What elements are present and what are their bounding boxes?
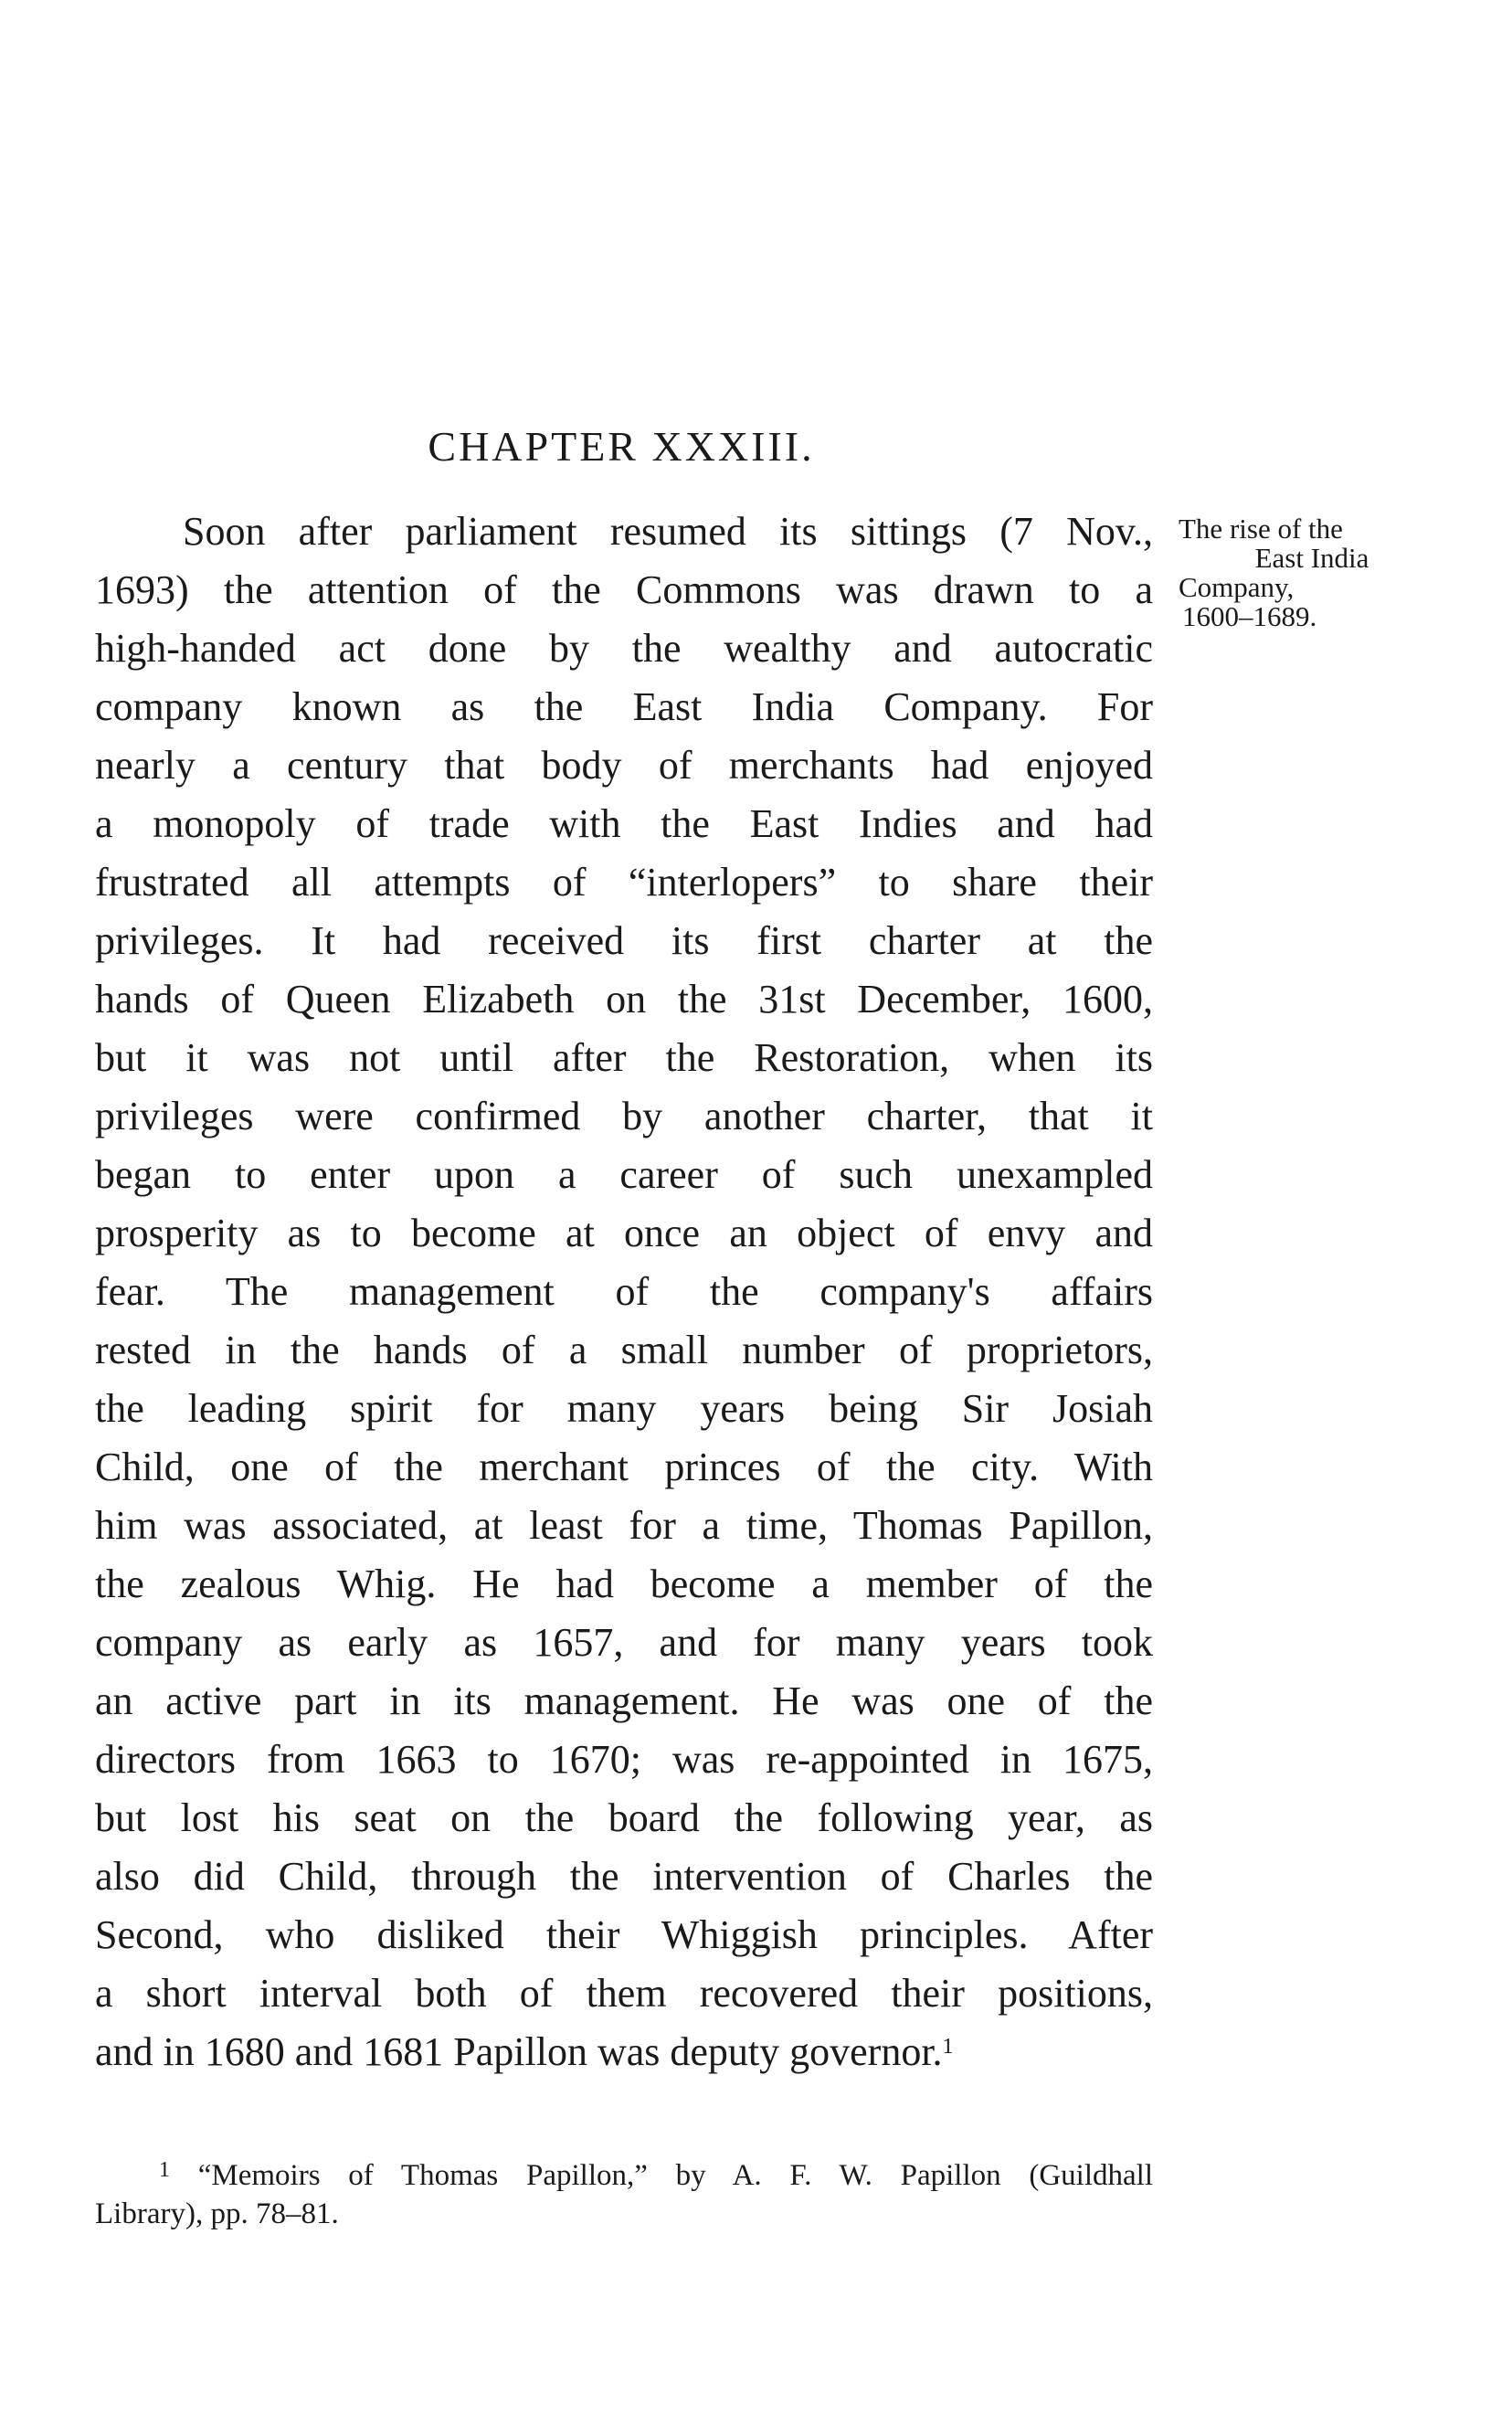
text-line: Child, one of the merchant princes of the city. With: [95, 1445, 1153, 1489]
text-line: company known as the East India Company. For: [95, 684, 1153, 729]
margin-note-line: East India: [1254, 542, 1369, 574]
margin-note-line: Company,: [1179, 571, 1295, 603]
text-line-last: [95, 2023, 1153, 2081]
text-line: him was associated, at least for a time, Thomas Papillon,: [95, 1503, 1153, 1548]
footnote-line: [95, 2156, 1153, 2195]
text-line: an active part in its management. He was one of the: [95, 1678, 1153, 1723]
text-line: the zealous Whig. He had become a member of the: [95, 1562, 1153, 1606]
text-line: Second, who disliked their Whiggish principles. After: [95, 1912, 1153, 1957]
text-line: but lost his seat on the board the following year, as: [95, 1795, 1153, 1840]
footnote-marker: 1: [159, 2158, 170, 2182]
text-line: Soon after parliament resumed its sittings (7 Nov.,: [183, 509, 1153, 554]
footnote: [95, 2156, 1153, 2233]
chapter-title: CHAPTER XXXIII.: [428, 423, 815, 470]
text-line: prosperity as to become at once an object of envy and: [95, 1211, 1153, 1255]
body-paragraph: [95, 503, 1153, 2081]
text-line: directors from 1663 to 1670; was re-appointed in 1675,: [95, 1737, 1153, 1782]
margin-note-line: 1600–1689.: [1182, 600, 1317, 632]
text-line: high-handed act done by the wealthy and autocratic: [95, 626, 1153, 671]
margin-note: [1175, 514, 1449, 631]
footnote-reference[interactable]: 1: [942, 2035, 954, 2059]
text-line: began to enter upon a career of such unexampled: [95, 1152, 1153, 1197]
text-line: company as early as 1657, and for many years took: [95, 1620, 1153, 1665]
text-line: privileges. It had received its first charter at the: [95, 918, 1153, 963]
footnote-text: “Memoirs of Thomas Papillon,” by A. F. W. Papillon (Guildhall: [197, 2159, 1153, 2192]
text-line: a short interval both of them recovered their positions,: [95, 1971, 1153, 2016]
text-line: fear. The management of the company's affairs: [95, 1269, 1153, 1314]
text-line: hands of Queen Elizabeth on the 31st December, 1600,: [95, 977, 1153, 1022]
text-line: but it was not until after the Restoration, when its: [95, 1035, 1153, 1080]
text-line: the leading spirit for many years being Sir Josiah: [95, 1386, 1153, 1431]
text-line: frustrated all attempts of “interlopers” to share their: [95, 860, 1153, 905]
text-line: nearly a century that body of merchants had enjoyed: [95, 743, 1153, 788]
text-line-content: and in 1680 and 1681 Papillon was deputy governor.: [95, 2029, 943, 2074]
text-line: 1693) the attention of the Commons was drawn to a: [95, 567, 1153, 612]
text-line: privileges were confirmed by another charter, that it: [95, 1094, 1153, 1138]
footnote-line: Library), pp. 78–81.: [95, 2197, 339, 2230]
text-line: a monopoly of trade with the East Indies and had: [95, 801, 1153, 846]
margin-note-line: The rise of the: [1179, 513, 1343, 545]
text-line: also did Child, through the intervention of Charles the: [95, 1854, 1153, 1899]
text-line: rested in the hands of a small number of proprietors,: [95, 1328, 1153, 1372]
